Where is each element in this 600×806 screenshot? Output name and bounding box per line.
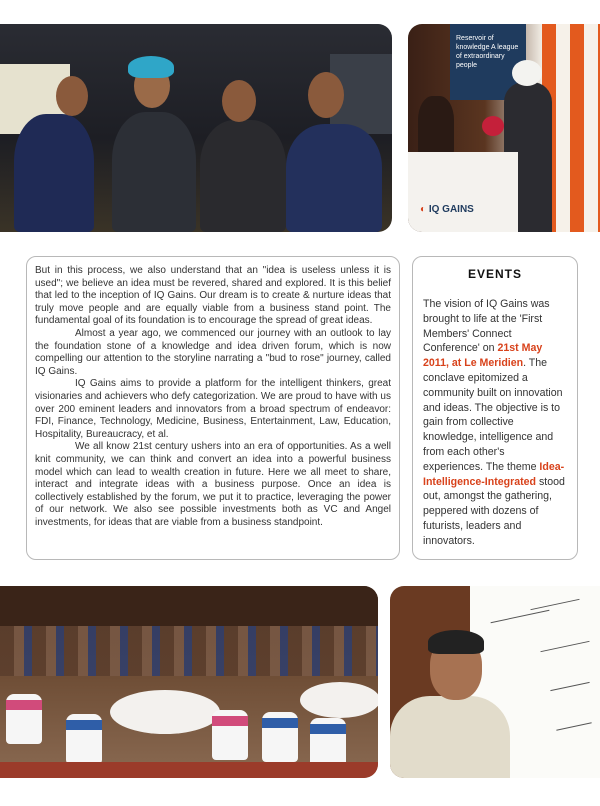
podium-photo — [408, 24, 600, 232]
events-box — [412, 256, 578, 560]
events-text-part-1: The vision of IQ Gains was brought to life at the 'First Members' Connect Conference' on — [423, 298, 550, 355]
signer-body — [390, 696, 510, 778]
signer-hair — [428, 630, 484, 654]
person-3 — [200, 120, 286, 232]
events-text-part-2: . The conclave epitomized a community built on innovation and ideas. The objective is to gain from collective knowledge, intelligence and from each other's experiences. The theme — [423, 357, 563, 473]
story-paragraph-2: Almost a year ago, we commenced our journey with an outlook to lay the foundation stone of a knowledge and idea driven forum, which is now compelling our attention to the storyline narrating a "bud to rose" journey, called IQ Gains. — [35, 327, 391, 377]
chair-1 — [66, 714, 102, 764]
speaker-turban — [512, 60, 542, 86]
host — [418, 96, 454, 156]
events-title: EVENTS — [467, 267, 522, 281]
chair-4 — [262, 712, 298, 762]
story-paragraph-1: But in this process, we also understand that an "idea is useless unless it is used"; we believe an idea must be revered, shared and explored. It is this belief that led to the inception of IQ Gains. Our dream is to create & nurture ideas that truly move people and are equally viable from a business stand point. The fundamental goal of its foundation is to encourage the spread of great ideas. — [35, 265, 391, 327]
handwriting — [491, 610, 550, 623]
story-paragraph-4: We all know 21st century ushers into an era of opportunities. As a well knit community, we can think and convert an idea into a powerful business model which can lead to wealth creation in future. Here we all meet to share, interact and integrate ideas with a business purpose. Once an idea is collectively established by the forum, we put it to practice, leveraging the power of our network. We also see possible investments both as VC and Angel investments, for ideas that are viable from a business standpoint. — [35, 441, 391, 528]
handwriting — [540, 641, 589, 652]
signing-photo — [390, 586, 600, 778]
banner-text: Reservoir of knowledge A league of extraordinary people — [456, 35, 519, 69]
person-3-head — [222, 80, 256, 122]
round-table-2 — [300, 682, 378, 718]
ceiling — [0, 586, 378, 626]
person-4-head — [308, 72, 344, 118]
chair-3 — [212, 710, 248, 760]
group-photo — [0, 24, 392, 232]
person-2 — [112, 112, 196, 232]
carpet — [0, 762, 378, 778]
handwriting — [550, 682, 589, 691]
events-text — [423, 297, 567, 549]
events-text-part-3: stood out, amongst the gathering, peppered with dozens of futurists, leaders and innovators. — [423, 475, 565, 547]
person-4 — [286, 124, 382, 232]
handwriting — [556, 722, 591, 730]
story-box — [26, 256, 400, 560]
turban — [128, 56, 174, 78]
story-paragraph-3: IQ Gains aims to provide a platform for the intelligent thinkers, great visionaries and achievers who defy categorization. We are proud to have with us over 200 eminent leaders and innovators from a broad spectrum of endeavor: FDI, Finance, Technology, Medicine, Business, Entertainment, Law, Education, Hospitality, Bureaucracy, et al. — [35, 378, 391, 440]
person-1 — [14, 114, 94, 232]
podium — [408, 152, 518, 232]
crowd — [0, 626, 378, 676]
bouquet — [482, 116, 504, 136]
logo-label: IQ GAINS — [428, 204, 474, 215]
event-theme-highlight: Idea- Intelligence-Integrated — [423, 460, 565, 488]
audience-photo — [0, 586, 378, 778]
person-1-head — [56, 76, 88, 116]
chair-5 — [310, 718, 346, 768]
chair-2 — [6, 694, 42, 744]
handwriting — [530, 599, 579, 610]
round-table-1 — [110, 690, 220, 734]
iq-gains-logo: ◐ IQ GAINS — [420, 204, 474, 215]
event-date-highlight: 21st May 2011, at Le Meridien — [423, 342, 543, 370]
